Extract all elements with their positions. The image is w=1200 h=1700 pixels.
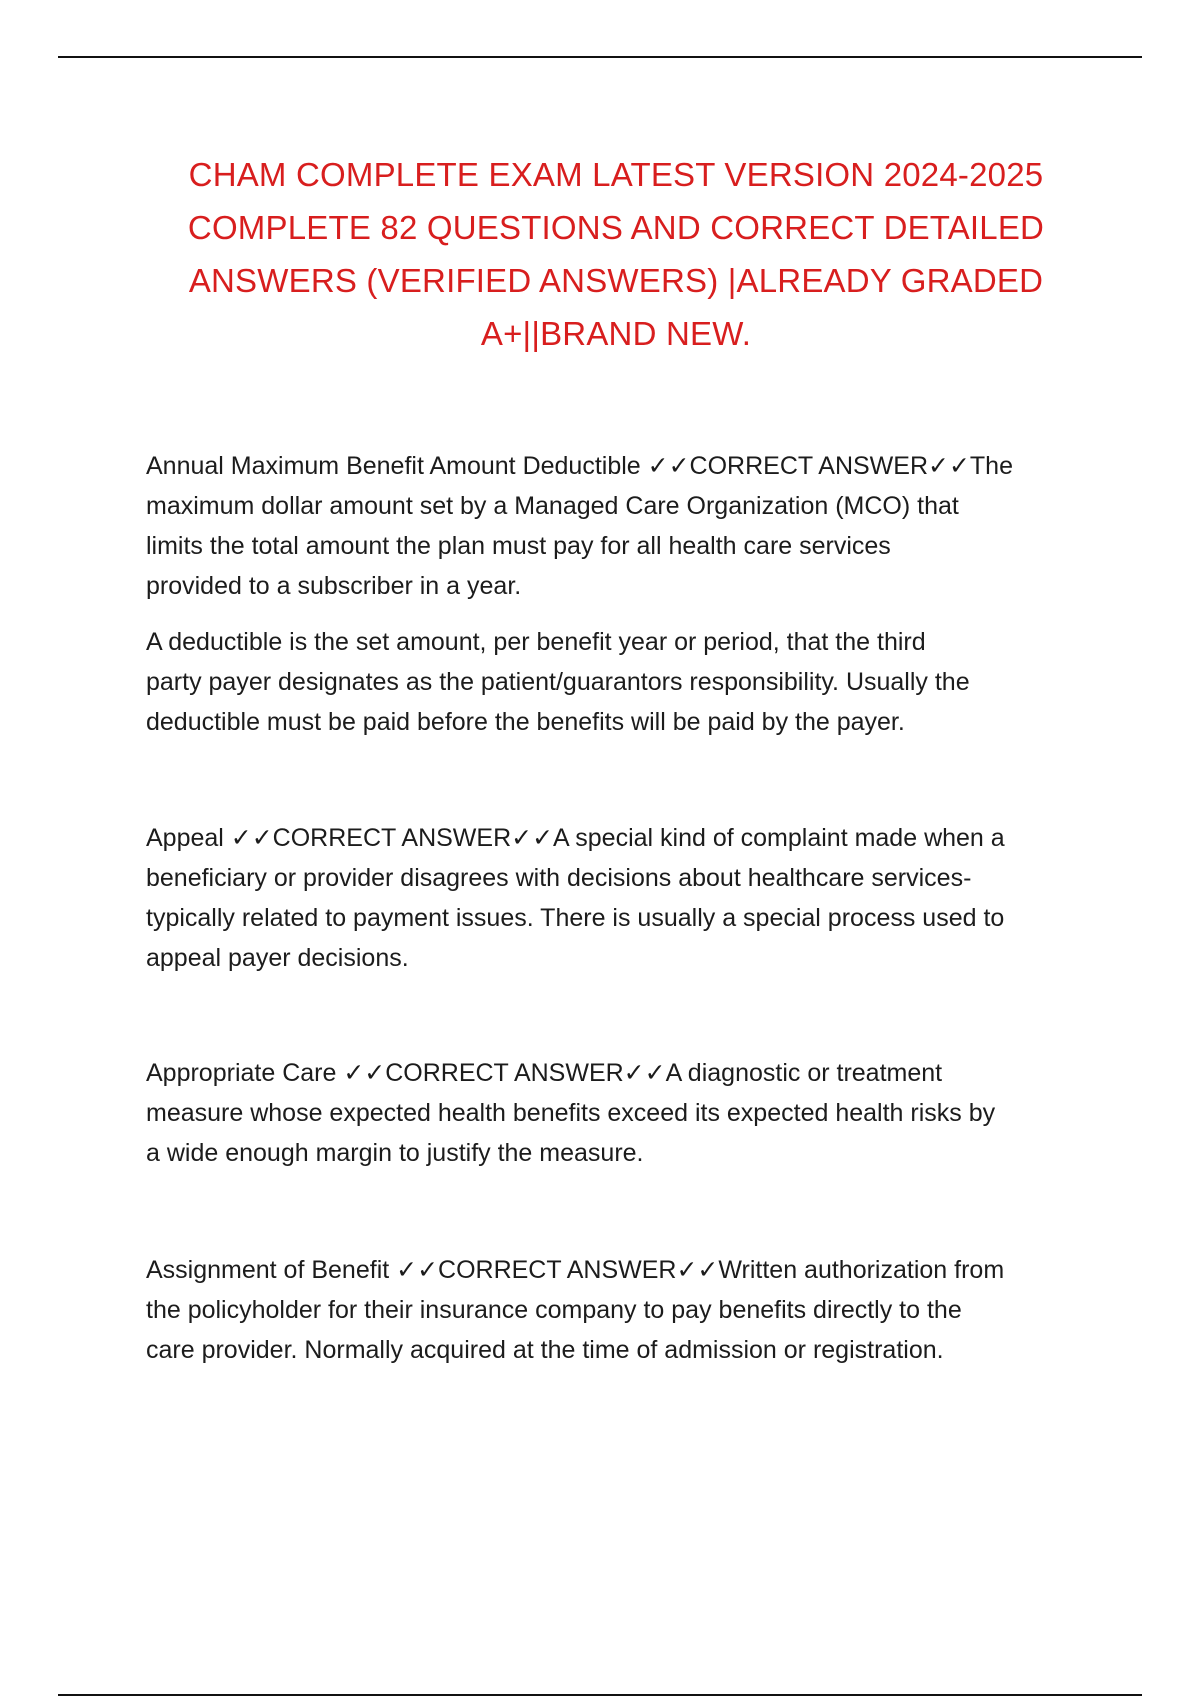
document-title (120, 148, 1112, 360)
entry-line: a wide enough margin to justify the measure. (146, 1139, 644, 1167)
entry-line: maximum dollar amount set by a Managed Care Organization (MCO) that (146, 492, 959, 520)
entry-answer (146, 446, 1096, 606)
entry-line: Appeal ✓✓CORRECT ANSWER✓✓A special kind of complaint made when a (146, 824, 1005, 852)
title-line: CHAM COMPLETE EXAM LATEST VERSION 2024-2025 (188, 156, 1044, 193)
entry-answer (146, 1053, 1096, 1173)
entry-line: care provider. Normally acquired at the time of admission or registration. (146, 1336, 944, 1364)
entry-line: A deductible is the set amount, per benefit year or period, that the third (146, 628, 926, 656)
entry-line: beneficiary or provider disagrees with decisions about healthcare services- (146, 864, 972, 892)
qa-entry-appropriate-care (146, 1053, 1096, 1173)
entry-line: limits the total amount the plan must pay for all health care services (146, 532, 891, 560)
entry-line: the policyholder for their insurance company to pay benefits directly to the (146, 1296, 962, 1324)
entry-line: provided to a subscriber in a year. (146, 572, 522, 600)
title-line: A+||BRAND NEW. (480, 315, 752, 352)
entry-line: party payer designates as the patient/guarantors responsibility. Usually the (146, 668, 970, 696)
entry-line: Annual Maximum Benefit Amount Deductible ✓✓CORRECT ANSWER✓✓The (146, 452, 1013, 480)
entry-line: Assignment of Benefit ✓✓CORRECT ANSWER✓✓Written authorization from (146, 1256, 1005, 1284)
title-line: ANSWERS (VERIFIED ANSWERS) |ALREADY GRADED (188, 262, 1044, 299)
entry-line: typically related to payment issues. There is usually a special process used to (146, 904, 1005, 932)
entry-answer (146, 1250, 1096, 1370)
bottom-divider (58, 1694, 1142, 1696)
qa-entry-annual-maximum-benefit (146, 446, 1096, 742)
title-line: COMPLETE 82 QUESTIONS AND CORRECT DETAILED (187, 209, 1045, 246)
qa-entry-appeal (146, 818, 1096, 978)
entry-answer (146, 818, 1096, 978)
entry-line: appeal payer decisions. (146, 944, 409, 972)
entry-line: deductible must be paid before the benefits will be paid by the payer. (146, 708, 905, 736)
top-divider (58, 56, 1142, 58)
entry-extra-paragraph (146, 622, 1096, 742)
qa-entry-assignment-of-benefit (146, 1250, 1096, 1370)
entry-line: Appropriate Care ✓✓CORRECT ANSWER✓✓A diagnostic or treatment (146, 1059, 943, 1087)
entry-line: measure whose expected health benefits exceed its expected health risks by (146, 1099, 996, 1127)
